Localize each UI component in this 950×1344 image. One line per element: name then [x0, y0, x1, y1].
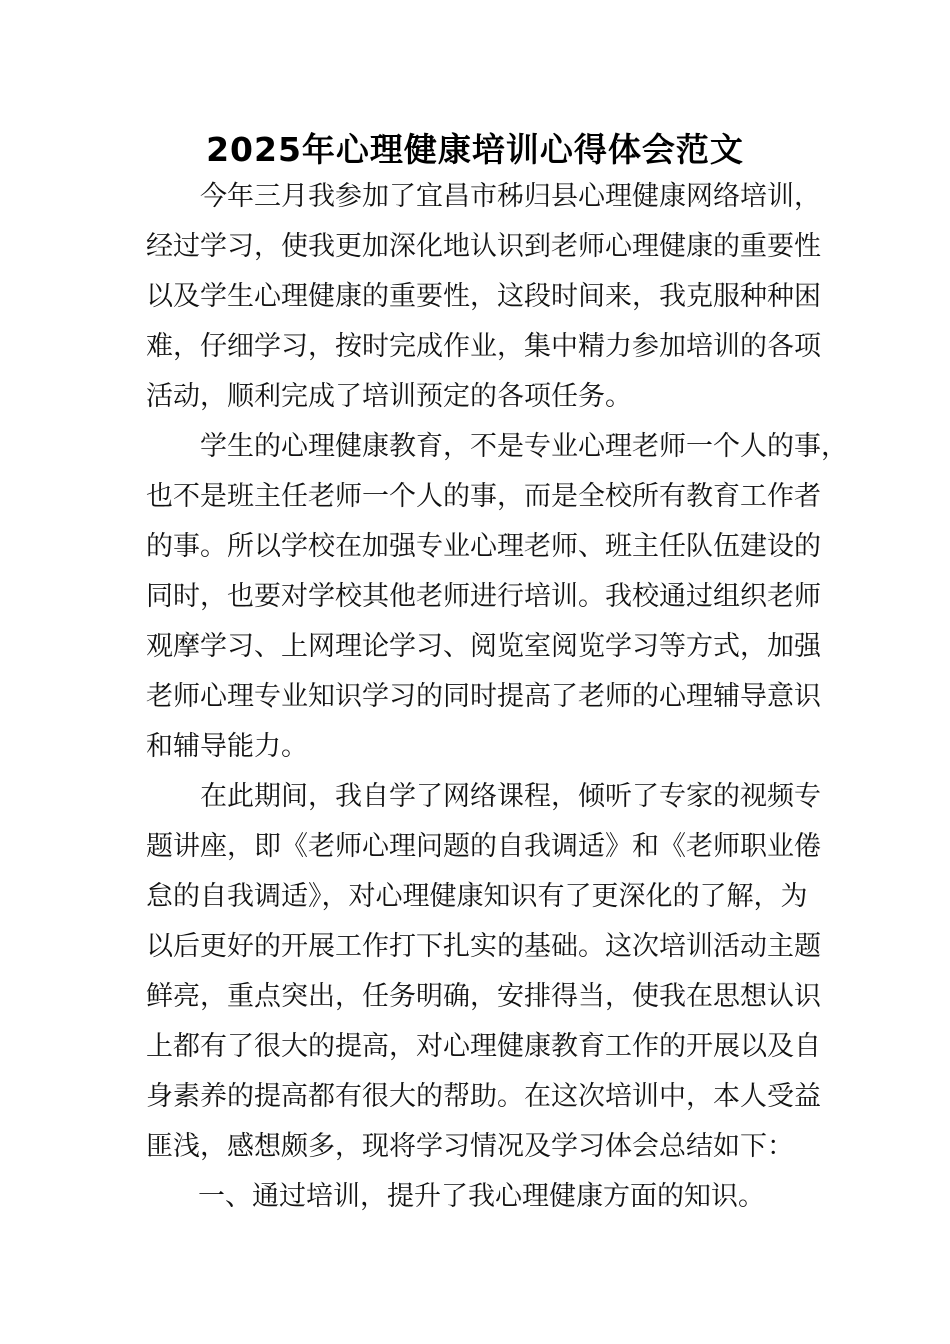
paragraph-line: 同时，也要对学校其他老师进行培训。我校通过组织老师 [146, 581, 821, 612]
paragraph-line: 以及学生心理健康的重要性，这段时间来，我克服种种困 [146, 281, 821, 312]
paragraph-line: 的事。所以学校在加强专业心理老师、班主任队伍建设的 [146, 531, 821, 562]
paragraph-line: 也不是班主任老师一个人的事，而是全校所有教育工作者 [146, 481, 821, 512]
paragraph-line: 鲜亮，重点突出，任务明确，安排得当，使我在思想认识 [146, 981, 821, 1012]
paragraph-line: 身素养的提高都有很大的帮助。在这次培训中，本人受益 [146, 1081, 821, 1112]
section-heading: 一、通过培训，提升了我心理健康方面的知识。 [198, 1181, 765, 1212]
paragraph-line: 上都有了很大的提高，对心理健康教育工作的开展以及自 [146, 1031, 821, 1062]
paragraph-line: 怠的自我调适》，对心理健康知识有了更深化的了解，为 [146, 881, 808, 912]
paragraph-line: 老师心理专业知识学习的同时提高了老师的心理辅导意识 [146, 681, 821, 712]
paragraph-line: 今年三月我参加了宜昌市秭归县心理健康网络培训， [200, 181, 821, 212]
paragraph-line: 和辅导能力。 [146, 731, 308, 762]
paragraph-line: 观摩学习、上网理论学习、阅览室阅览学习等方式，加强 [146, 631, 821, 662]
paragraph-line: 在此期间，我自学了网络课程，倾听了专家的视频专 [200, 781, 821, 812]
paragraph-line: 以后更好的开展工作打下扎实的基础。这次培训活动主题 [146, 931, 821, 962]
paragraph-line: 匪浅，感想颇多，现将学习情况及学习体会总结如下： [146, 1131, 794, 1162]
document-title: 2025年心理健康培训心得体会范文 [206, 130, 744, 169]
paragraph-line: 难，仔细学习，按时完成作业，集中精力参加培训的各项 [146, 331, 821, 362]
paragraph-line: 题讲座，即《老师心理问题的自我调适》和《老师职业倦 [146, 831, 821, 862]
paragraph-line: 经过学习，使我更加深化地认识到老师心理健康的重要性 [146, 231, 821, 262]
paragraph-line: 学生的心理健康教育，不是专业心理老师一个人的事， [200, 431, 848, 462]
paragraph-line: 活动，顺利完成了培训预定的各项任务。 [146, 381, 632, 412]
